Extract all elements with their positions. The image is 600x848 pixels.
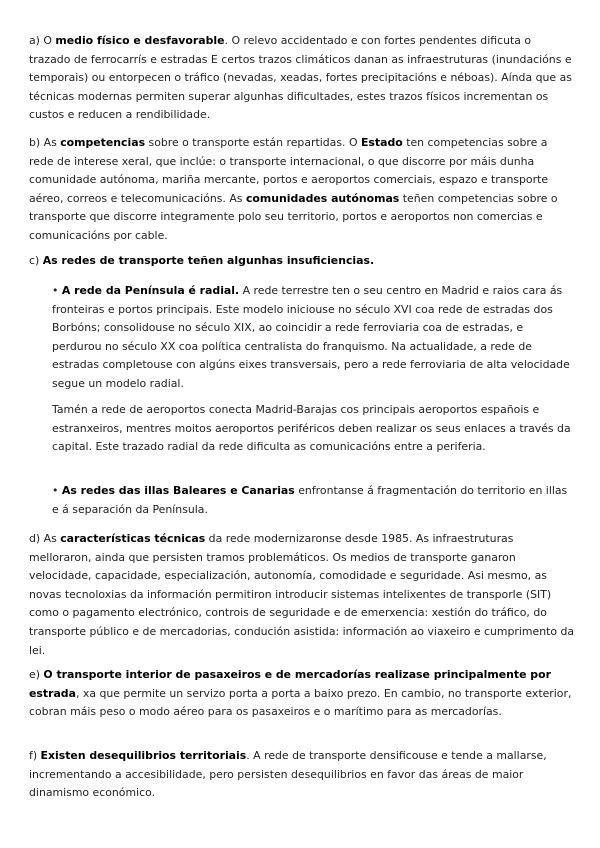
paragraph-b-lead: b) As xyxy=(29,136,61,149)
paragraph-e xyxy=(29,666,575,722)
paragraph-b-text-2: ten competencias sobre a rede de interese xeral, que inclúe: o transporte internacional, o que discorre por máis dunha comunidade autónoma, mariña mercante, portos e aeroportos comerciais, espazo e transporte aéreo, correos e telecomunicacións. As xyxy=(29,136,549,205)
bullet-radial-bold: A rede da Península é radial. xyxy=(61,284,240,297)
paragraph-f xyxy=(29,747,575,803)
paragraph-b-text-1: sobre o transporte están repartidas. O xyxy=(145,136,361,149)
paragraph-e-text: , xa que permite un servizo porta a porta a baixo prezo. En cambio, no transporte exterior, cobran máis peso o modo aéreo para os pasaxeiros e o marítimo para as mercadorías. xyxy=(29,686,572,719)
paragraph-e-bold: O transporte interior de pasaxeiros e de mercadorías realizase principalmente por estrada xyxy=(29,668,551,700)
bullet-islands-bold: As redes das illas Baleares e Canarias xyxy=(61,484,295,497)
paragraph-d xyxy=(29,530,575,660)
paragraph-b-bold-comunidades: comunidades autónomas xyxy=(245,191,400,205)
paragraph-a-lead: a) O xyxy=(29,34,56,47)
bullet-islands-text: enfrontanse á fragmentación do territorio en illas e á separación da Península. xyxy=(52,484,568,516)
bullet-marker: • xyxy=(52,284,62,297)
paragraph-b-bold-competencias: competencias xyxy=(60,136,146,149)
paragraph-airports xyxy=(52,401,575,457)
paragraph-b-bold-estado: Estado xyxy=(360,136,403,149)
paragraph-d-bold: características técnicas xyxy=(60,532,206,545)
paragraph-d-lead: d) As xyxy=(29,532,61,545)
paragraph-a xyxy=(29,32,575,125)
paragraph-b xyxy=(29,134,575,246)
paragraph-b-text-3: teñen competencias sobre o transporte que discorre integramente polo seu territorio, portos e aeroportos non comercias e comunicacións por cable. xyxy=(29,191,558,242)
paragraph-airports-text: Tamén a rede de aeroportos conecta Madrid-Barajas cos principais aeroportos españois e estranxeiros, mentres moitos aeroportos periféricos deben realizar os seus enlaces a través da capital. Este trazado radial da rede dificulta as comunicacións entre a periferia. xyxy=(52,403,571,454)
bullet-radial-text: A rede terrestre ten o seu centro en Madrid e raios cara ás fronteiras e portos principais. Este modelo iniciouse no século XVI coa rede de estradas dos Borbóns; consolidouse no século XIX, ao coincidir a rede ferroviaria coa de estradas, e perdurou no século XX coa política centralista do franquismo. Na actualidade, a rede de estradas completouse con algúns eixes transversais, pero a rede ferroviaria de alta velocidade segue un modelo radial. xyxy=(52,284,570,390)
paragraph-f-bold: Existen desequilibrios territoriais xyxy=(40,749,247,762)
paragraph-e-lead: e) xyxy=(29,668,44,681)
paragraph-c-heading xyxy=(29,252,575,271)
paragraph-d-text: da rede modernizaronse desde 1985. As infraestruturas melloraron, ainda que persisten tramos problemáticos. Os medios de transporte ganaron velocidade, capacidade, especialización, autonomía, comodidade e seguridade. Asi mesmo, as novas tecnoloxias da información permitiron introducir sistemas intelixentes de transporle (SIT) como o pagamento electrónico, controis de seguridade e de emerxencia: xestión do tráfico, do transporte público e de mercadorias, condución asistida: información ao viaxeiro e cumprimento da lei. xyxy=(29,532,575,657)
bullet-marker: • xyxy=(52,484,62,497)
paragraph-a-bold: medio físico e desfavorable xyxy=(55,34,225,47)
bullet-islands xyxy=(52,482,575,519)
paragraph-f-text: . A rede de transporte densificouse e tende a mallarse, incrementando a accesibilidade, pero persisten desequilibrios en favor das áreas de maior dinamismo económico. xyxy=(29,749,547,800)
paragraph-f-lead: f) xyxy=(29,749,41,762)
paragraph-c-bold: As redes de transporte teñen algunhas insuficiencias. xyxy=(42,254,375,267)
paragraph-a-text: . O relevo accidentado e con fortes pendentes dificuta o trazado de ferrocarrís e estradas E certos trazos climáticos danan as infraestruturas (inundacións e temporais) ou entorpecen o tráfico (nevadas, xeadas, fortes precipitacións e néboas). Aínda que as técnicas modernas permiten superar algunhas dificultades, estes trazos físicos incrementan os custos e reducen a rendibilidade. xyxy=(29,34,572,122)
paragraph-c-lead: c) xyxy=(29,254,43,267)
bullet-radial-network xyxy=(52,282,575,394)
